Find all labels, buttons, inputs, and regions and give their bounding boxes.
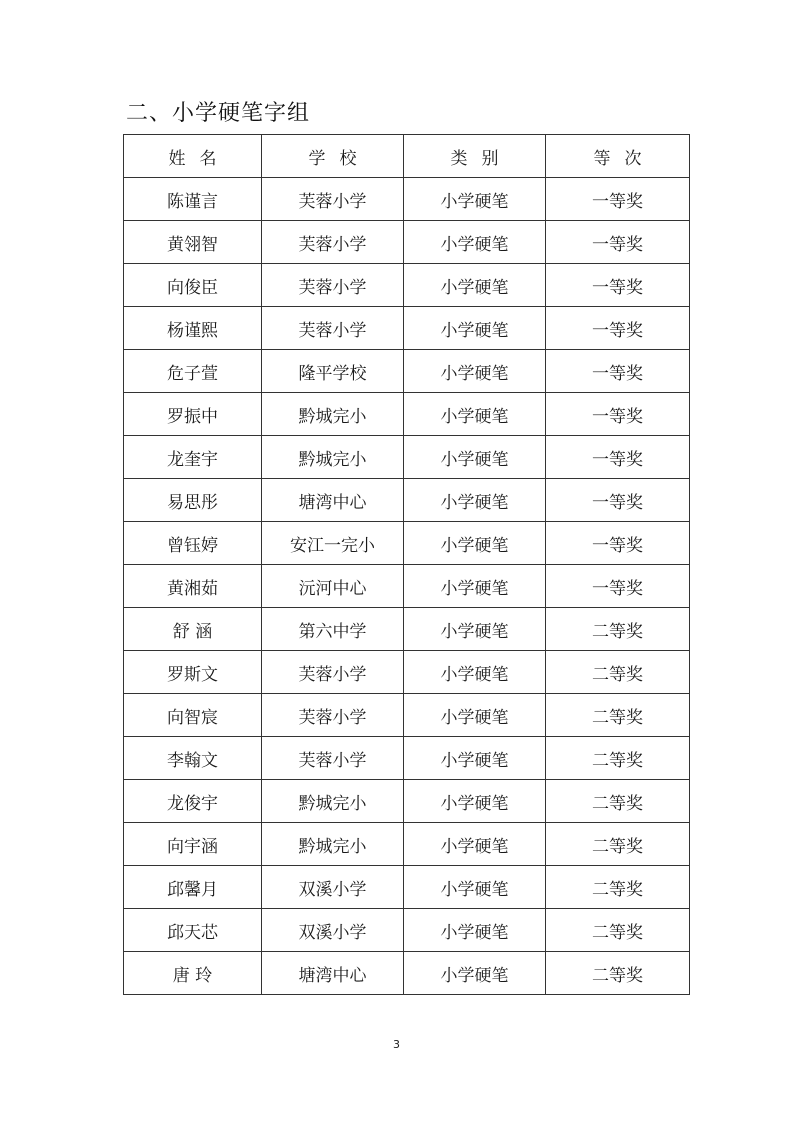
cell-name: 邱馨月 (124, 866, 262, 909)
header-name: 姓名 (124, 135, 262, 178)
cell-category: 小学硬笔 (404, 565, 546, 608)
cell-name: 龙奎宇 (124, 436, 262, 479)
cell-school: 黔城完小 (262, 393, 404, 436)
cell-category: 小学硬笔 (404, 823, 546, 866)
cell-award: 二等奖 (546, 909, 690, 952)
cell-name: 陈谨言 (124, 178, 262, 221)
cell-name: 舒 涵 (124, 608, 262, 651)
header-category: 类别 (404, 135, 546, 178)
cell-category: 小学硬笔 (404, 178, 546, 221)
section-title: 二、小学硬笔字组 (126, 101, 311, 126)
page-number: 3 (393, 1038, 400, 1051)
cell-award: 一等奖 (546, 178, 690, 221)
cell-school: 黔城完小 (262, 436, 404, 479)
cell-school: 芙蓉小学 (262, 307, 404, 350)
table-row (124, 866, 690, 909)
table-row (124, 608, 690, 651)
cell-category: 小学硬笔 (404, 264, 546, 307)
cell-name: 曾钰婷 (124, 522, 262, 565)
table-header (124, 135, 690, 178)
header-award: 等次 (546, 135, 690, 178)
cell-name: 向俊臣 (124, 264, 262, 307)
table-row (124, 952, 690, 995)
cell-name: 黄翎智 (124, 221, 262, 264)
cell-school: 双溪小学 (262, 909, 404, 952)
cell-award: 一等奖 (546, 479, 690, 522)
table-row (124, 694, 690, 737)
table-row (124, 737, 690, 780)
cell-name: 龙俊宇 (124, 780, 262, 823)
cell-school: 沅河中心 (262, 565, 404, 608)
cell-category: 小学硬笔 (404, 436, 546, 479)
cell-award: 一等奖 (546, 393, 690, 436)
table-body (124, 178, 690, 995)
table-row (124, 522, 690, 565)
cell-school: 安江一完小 (262, 522, 404, 565)
cell-category: 小学硬笔 (404, 952, 546, 995)
table-row (124, 479, 690, 522)
table-row (124, 823, 690, 866)
table-row (124, 436, 690, 479)
cell-school: 黔城完小 (262, 823, 404, 866)
cell-school: 塘湾中心 (262, 479, 404, 522)
cell-school: 芙蓉小学 (262, 264, 404, 307)
cell-award: 一等奖 (546, 436, 690, 479)
cell-category: 小学硬笔 (404, 522, 546, 565)
table-row (124, 780, 690, 823)
cell-category: 小学硬笔 (404, 737, 546, 780)
cell-award: 一等奖 (546, 221, 690, 264)
cell-award: 二等奖 (546, 780, 690, 823)
cell-award: 二等奖 (546, 737, 690, 780)
cell-award: 二等奖 (546, 608, 690, 651)
cell-school: 隆平学校 (262, 350, 404, 393)
cell-school: 芙蓉小学 (262, 221, 404, 264)
cell-award: 一等奖 (546, 307, 690, 350)
cell-name: 罗振中 (124, 393, 262, 436)
table-row (124, 565, 690, 608)
header-school: 学校 (262, 135, 404, 178)
cell-school: 塘湾中心 (262, 952, 404, 995)
cell-name: 向智宸 (124, 694, 262, 737)
cell-name: 唐 玲 (124, 952, 262, 995)
cell-category: 小学硬笔 (404, 608, 546, 651)
cell-name: 李翰文 (124, 737, 262, 780)
cell-name: 易思彤 (124, 479, 262, 522)
table-row (124, 651, 690, 694)
cell-school: 芙蓉小学 (262, 178, 404, 221)
cell-category: 小学硬笔 (404, 694, 546, 737)
cell-award: 二等奖 (546, 823, 690, 866)
table-row (124, 264, 690, 307)
cell-school: 黔城完小 (262, 780, 404, 823)
cell-school: 第六中学 (262, 608, 404, 651)
cell-category: 小学硬笔 (404, 479, 546, 522)
header-row (124, 135, 690, 178)
cell-award: 二等奖 (546, 694, 690, 737)
cell-award: 二等奖 (546, 952, 690, 995)
cell-category: 小学硬笔 (404, 221, 546, 264)
cell-award: 一等奖 (546, 522, 690, 565)
cell-award: 二等奖 (546, 866, 690, 909)
cell-school: 芙蓉小学 (262, 737, 404, 780)
cell-category: 小学硬笔 (404, 350, 546, 393)
table-row (124, 350, 690, 393)
table-row (124, 221, 690, 264)
cell-name: 向宇涵 (124, 823, 262, 866)
cell-category: 小学硬笔 (404, 780, 546, 823)
cell-school: 芙蓉小学 (262, 651, 404, 694)
table-row (124, 307, 690, 350)
awards-table (123, 134, 690, 995)
cell-category: 小学硬笔 (404, 909, 546, 952)
cell-name: 黄湘茹 (124, 565, 262, 608)
cell-name: 杨谨熙 (124, 307, 262, 350)
cell-award: 二等奖 (546, 651, 690, 694)
cell-category: 小学硬笔 (404, 307, 546, 350)
cell-school: 双溪小学 (262, 866, 404, 909)
table-row (124, 178, 690, 221)
table-row (124, 909, 690, 952)
cell-award: 一等奖 (546, 350, 690, 393)
cell-name: 邱天芯 (124, 909, 262, 952)
cell-name: 危子萱 (124, 350, 262, 393)
cell-category: 小学硬笔 (404, 866, 546, 909)
cell-category: 小学硬笔 (404, 651, 546, 694)
cell-name: 罗斯文 (124, 651, 262, 694)
cell-award: 一等奖 (546, 264, 690, 307)
cell-award: 一等奖 (546, 565, 690, 608)
cell-category: 小学硬笔 (404, 393, 546, 436)
cell-school: 芙蓉小学 (262, 694, 404, 737)
table-row (124, 393, 690, 436)
